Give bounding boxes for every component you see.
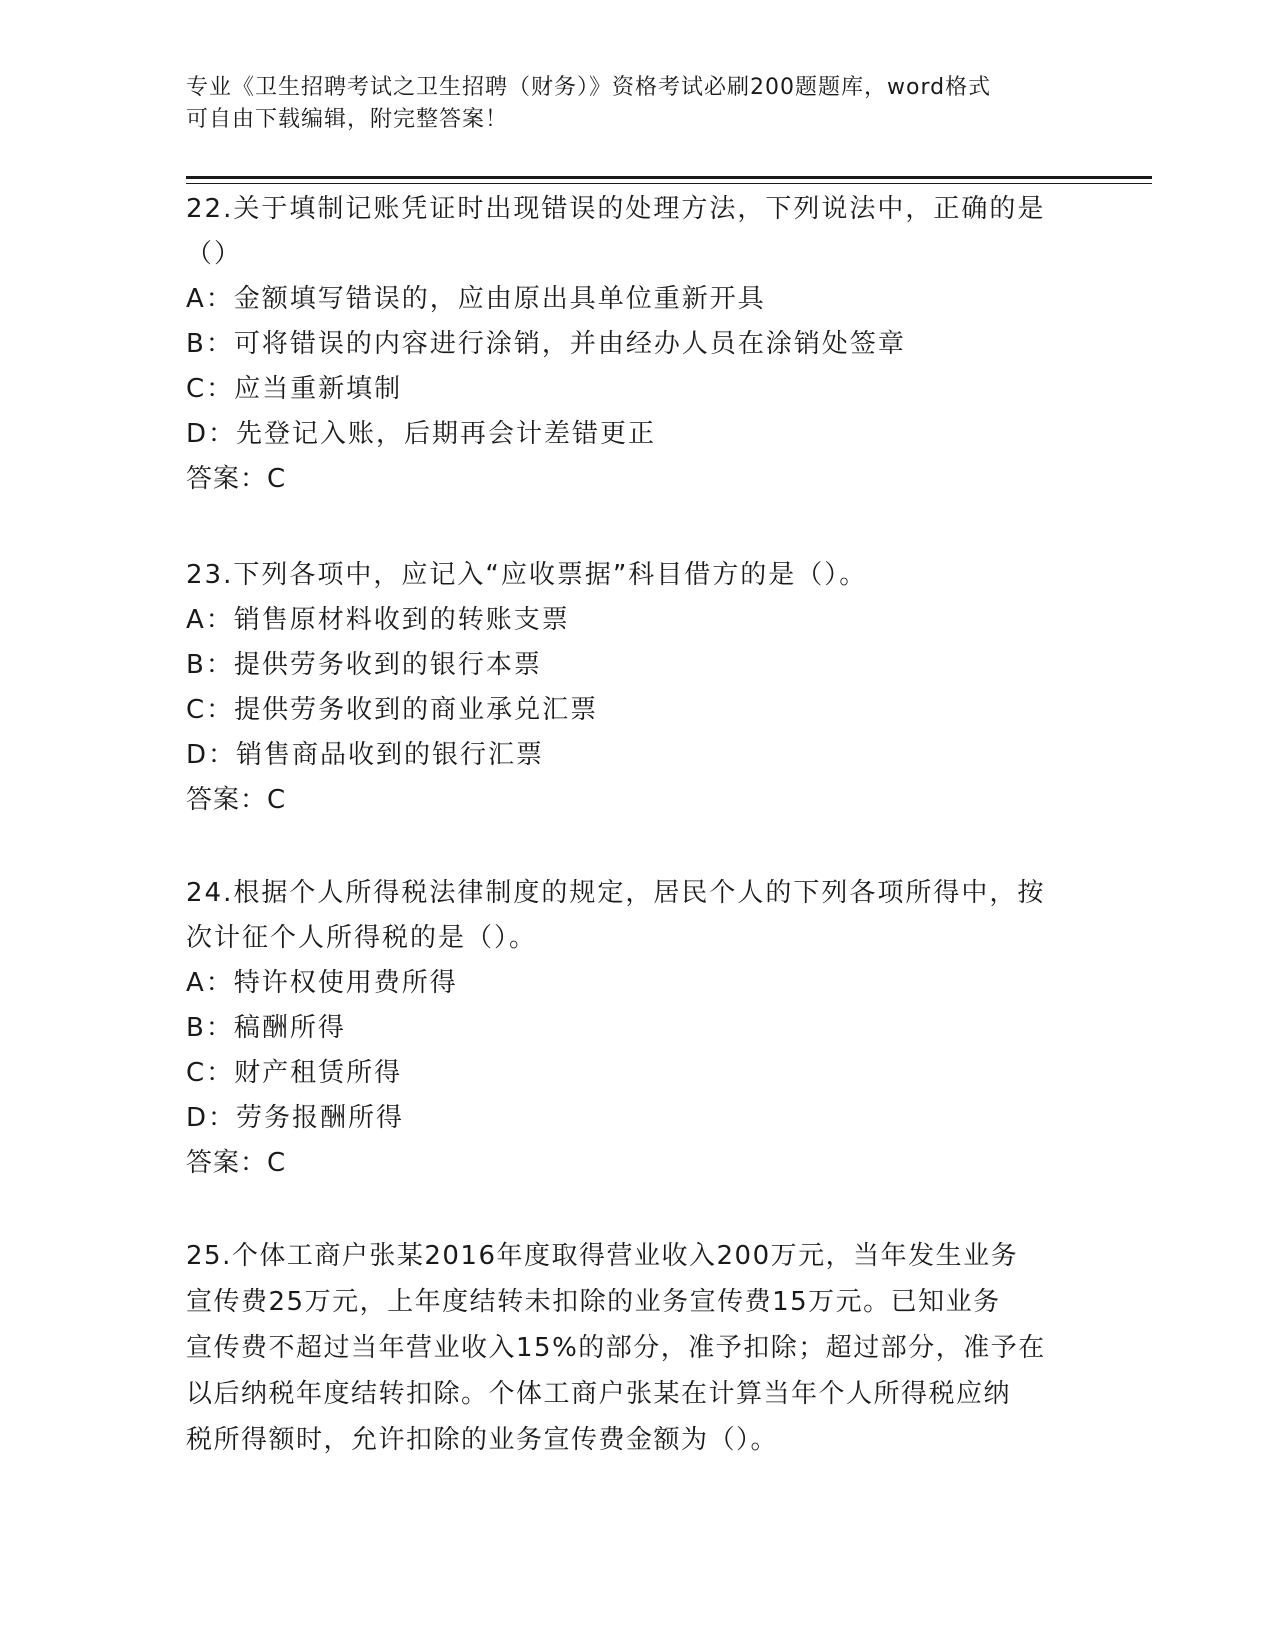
question-25: [186, 1233, 1086, 1463]
option-a: A：特许权使用费所得: [186, 968, 458, 998]
option-c: C：提供劳务收到的商业承兑汇票: [186, 695, 599, 725]
question-22: [186, 187, 1086, 502]
question-stem-line: 22.关于填制记账凭证时出现错误的处理方法，下列说法中，正确的是: [186, 194, 1046, 224]
option-c: C：财产租赁所得: [186, 1058, 403, 1088]
option-c: C：应当重新填制: [186, 374, 403, 404]
answer: 答案：C: [186, 464, 287, 494]
question-stem-line: 次计征个人所得税的是（）。: [186, 923, 538, 953]
option-b: B：稿酬所得: [186, 1013, 346, 1043]
question-stem-line: 宣传费25万元，上年度结转未扣除的业务宣传费15万元。已知业务: [186, 1287, 1001, 1317]
question-stem-line: （）: [186, 239, 243, 269]
question-stem-line: 25.个体工商户张某2016年度取得营业收入200万元，当年发生业务: [186, 1241, 1019, 1271]
header-divider-thin: [186, 183, 1152, 184]
answer: 答案：C: [186, 785, 287, 815]
option-d: D：先登记入账，后期再会计差错更正: [186, 419, 657, 449]
option-b: B：可将错误的内容进行涂销，并由经办人员在涂销处签章: [186, 329, 906, 359]
question-stem-line: 23.下列各项中，应记入“应收票据”科目借方的是（）。: [186, 560, 868, 590]
question-stem-line: 宣传费不超过当年营业收入15%的部分，准予扣除；超过部分，准予在: [186, 1333, 1046, 1363]
question-23: [186, 553, 1086, 823]
question-stem-line: 税所得额时，允许扣除的业务宣传费金额为（）。: [186, 1425, 779, 1455]
option-a: A：金额填写错误的，应由原出具单位重新开具: [186, 284, 766, 314]
option-d: D：销售商品收到的银行汇票: [186, 740, 545, 770]
header-line-1: 专业《卫生招聘考试之卫生招聘（财务）》资格考试必刷200题题库，word格式: [186, 75, 992, 100]
option-a: A：销售原材料收到的转账支票: [186, 605, 570, 635]
answer: 答案：C: [186, 1148, 287, 1178]
question-24: [186, 871, 1086, 1186]
header-divider-thick: [186, 176, 1152, 179]
header-line-2: 可自由下载编辑，附完整答案！: [186, 107, 509, 132]
option-b: B：提供劳务收到的银行本票: [186, 650, 542, 680]
question-stem-line: 24.根据个人所得税法律制度的规定，居民个人的下列各项所得中，按: [186, 878, 1046, 908]
question-stem-line: 以后纳税年度结转扣除。个体工商户张某在计算当年个人所得税应纳: [186, 1379, 1012, 1409]
option-d: D：劳务报酬所得: [186, 1103, 405, 1133]
page-header: [186, 72, 1086, 136]
